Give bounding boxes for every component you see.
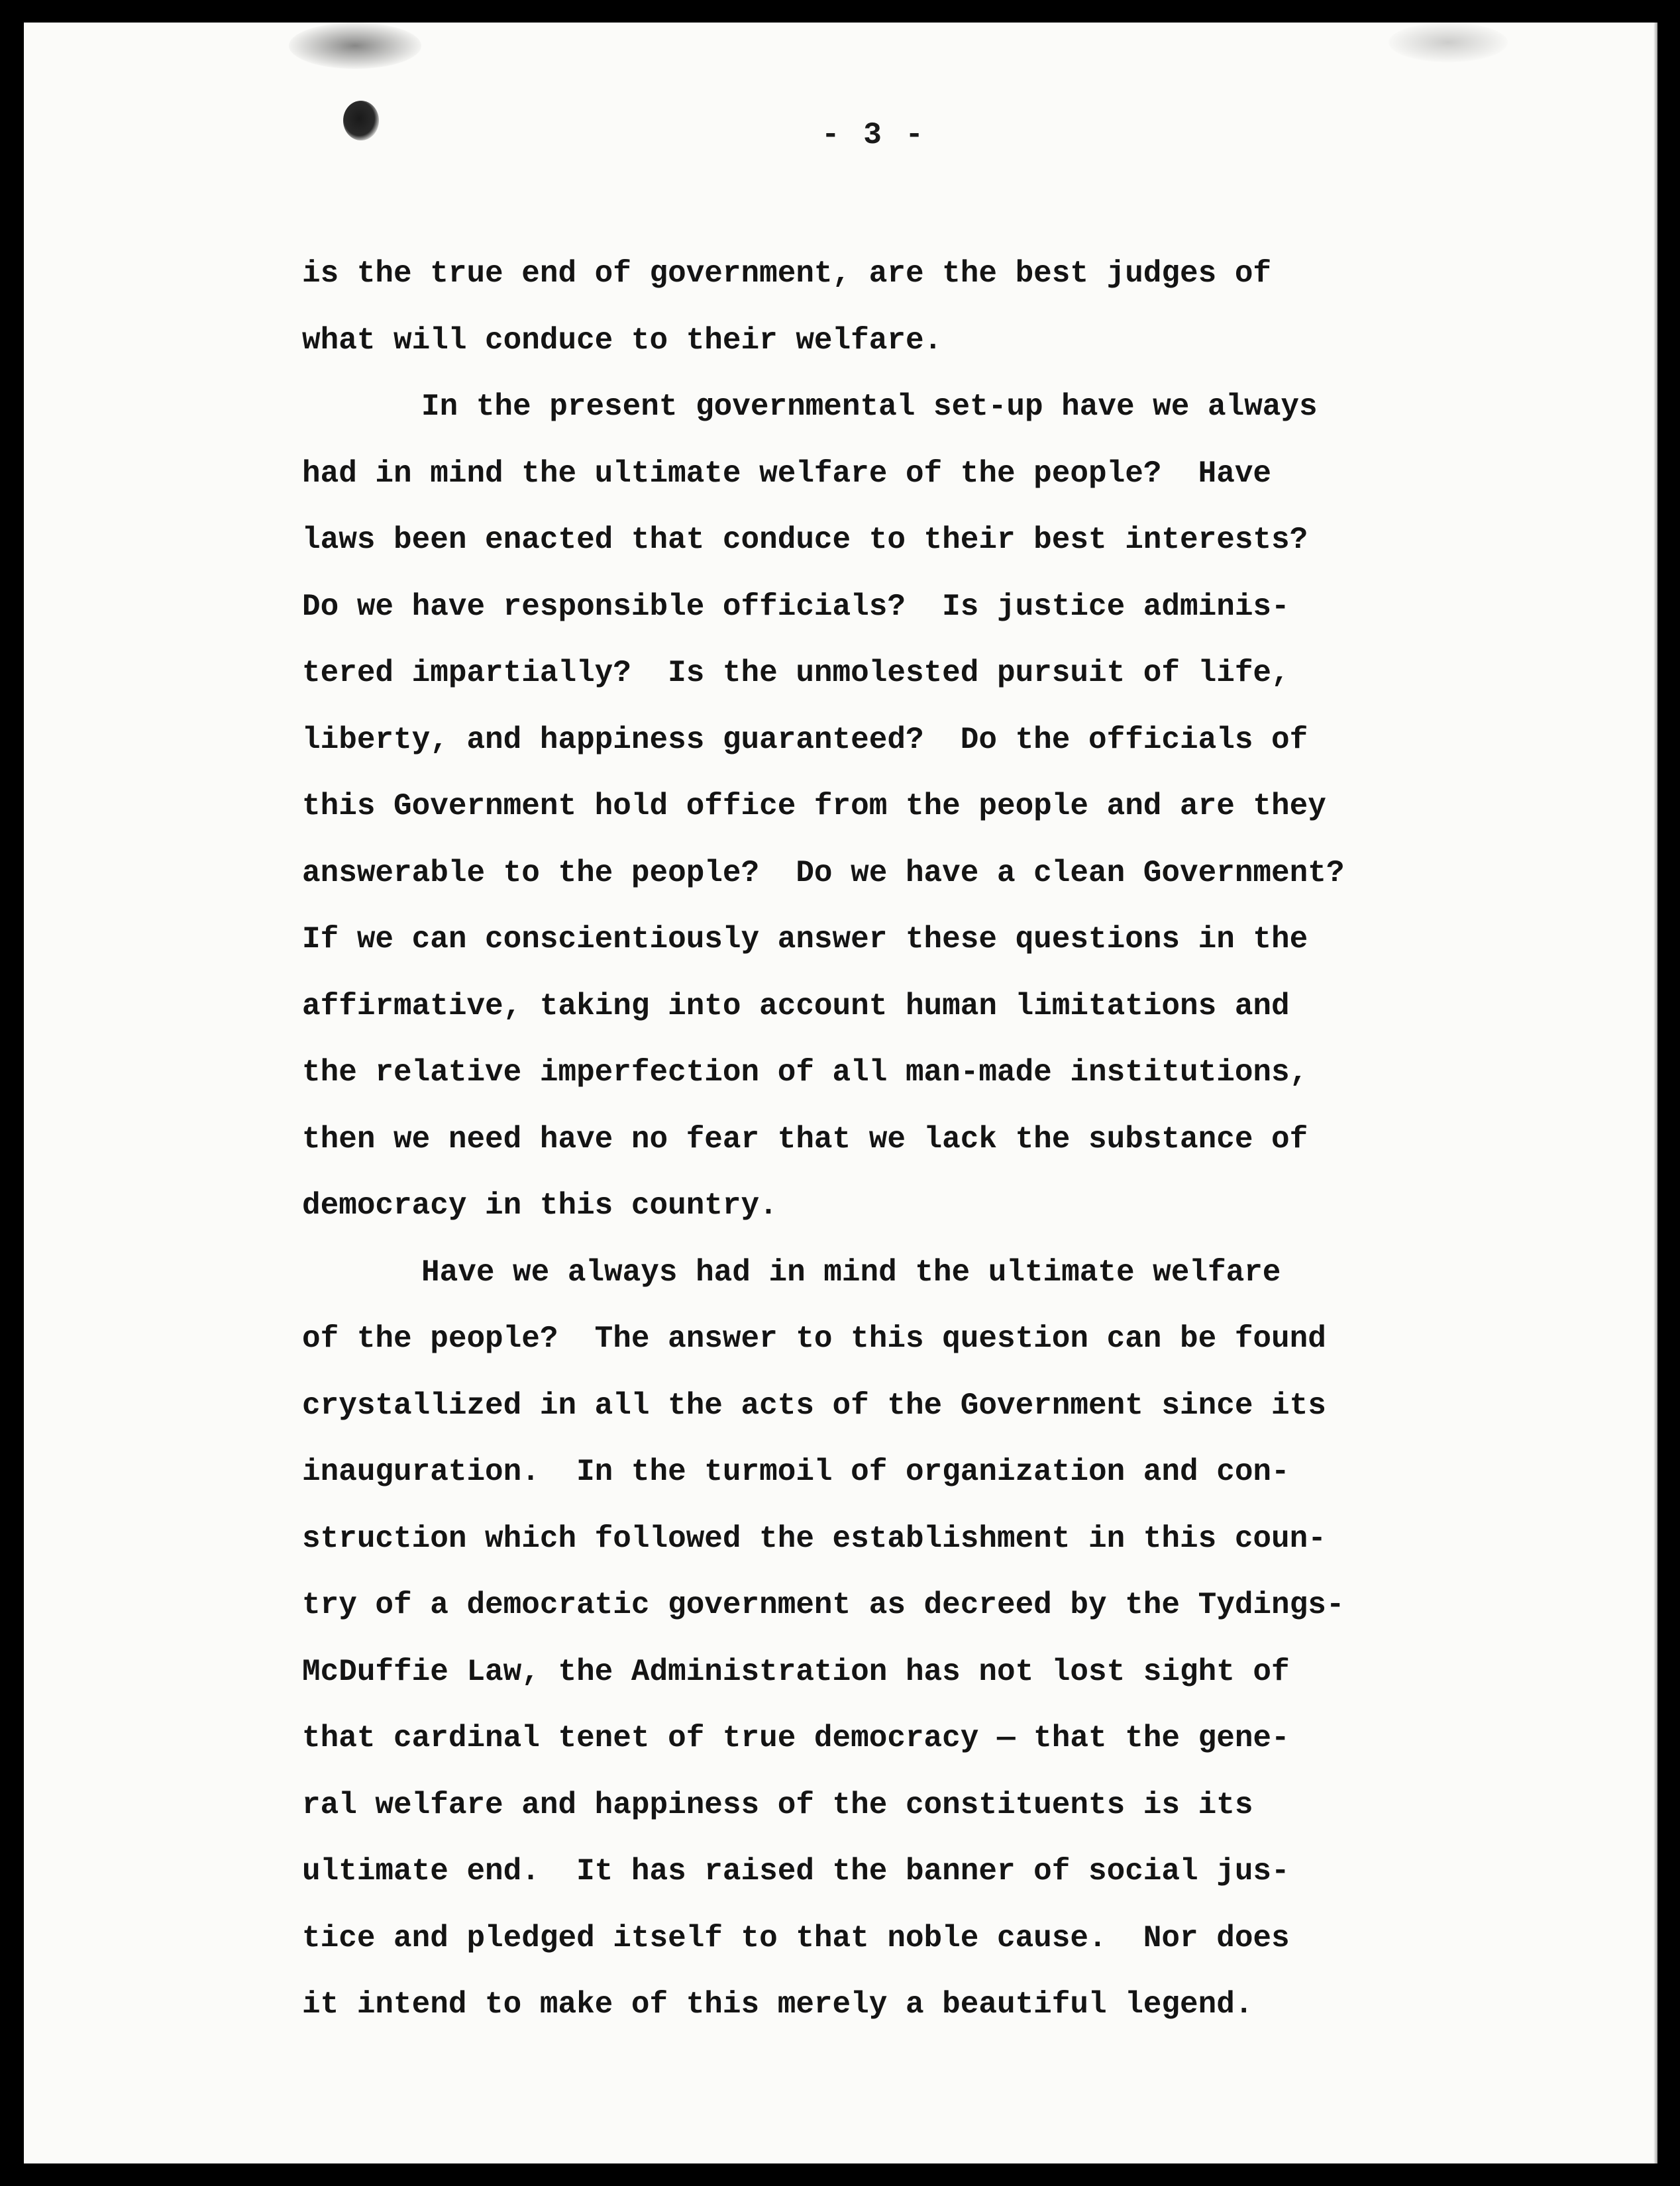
text-line: it intend to make of this merely a beautiful legend.	[302, 1987, 1253, 2022]
text-line: tered impartially? Is the unmolested pursuit of life,	[302, 656, 1290, 690]
page-number: - 3 -	[821, 118, 927, 152]
text-line: ral welfare and happiness of the constituents is its	[302, 1787, 1253, 1822]
text-line: Do we have responsible officials? Is justice adminis-	[302, 589, 1290, 624]
punch-hole	[343, 101, 379, 140]
text-line: In the present governmental set-up have we always	[421, 390, 1318, 424]
text-line: what will conduce to their welfare.	[302, 323, 943, 358]
corner-smudge	[1389, 23, 1508, 62]
text-line: McDuffie Law, the Administration has not lost sight of	[302, 1654, 1290, 1689]
top-smudge	[289, 23, 421, 69]
text-line: democracy in this country.	[302, 1188, 778, 1223]
text-line: Have we always had in mind the ultimate welfare	[421, 1255, 1281, 1290]
text-line: laws been enacted that conduce to their best interests?	[302, 523, 1308, 557]
text-line: this Government hold office from the people and are they	[302, 789, 1326, 823]
text-line: had in mind the ultimate welfare of the people? Have	[302, 456, 1272, 491]
text-line: affirmative, taking into account human limitations and	[302, 988, 1290, 1023]
text-line: If we can conscientiously answer these questions in the	[302, 922, 1308, 957]
text-line: inauguration. In the turmoil of organization and con-	[302, 1455, 1290, 1489]
text-line: answerable to the people? Do we have a clean Government?	[302, 855, 1345, 890]
body-text	[302, 258, 1561, 2056]
text-line: that cardinal tenet of true democracy — that the gene-	[302, 1721, 1290, 1755]
text-line: tice and pledged itself to that noble cause. Nor does	[302, 1920, 1290, 1955]
text-line: ultimate end. It has raised the banner of social jus-	[302, 1854, 1290, 1889]
text-line: struction which followed the establishment in this coun-	[302, 1521, 1326, 1556]
text-line: try of a democratic government as decreed by the Tydings-	[302, 1588, 1345, 1622]
text-line: liberty, and happiness guaranteed? Do the officials of	[302, 722, 1308, 757]
text-line: of the people? The answer to this question can be found	[302, 1322, 1326, 1356]
page-edge-shadow	[1654, 23, 1657, 2163]
text-line: the relative imperfection of all man-made institutions,	[302, 1055, 1308, 1090]
text-line: then we need have no fear that we lack the substance of	[302, 1121, 1308, 1157]
text-line: is the true end of government, are the best judges of	[302, 256, 1272, 291]
text-line: crystallized in all the acts of the Government since its	[302, 1388, 1326, 1423]
